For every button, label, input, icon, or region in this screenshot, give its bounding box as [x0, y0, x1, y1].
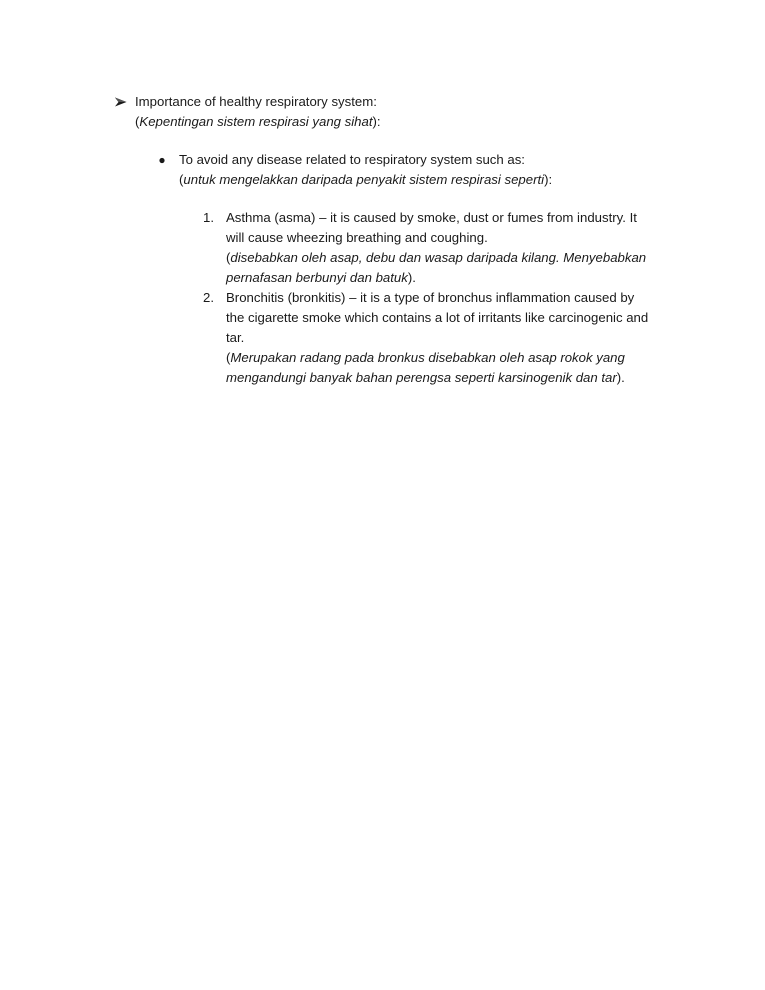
subpoint-translation: (untuk mengelakkan daripada penyakit sistem respirasi seperti): — [179, 172, 553, 187]
dot-bullet-icon — [158, 150, 168, 170]
heading-text — [135, 92, 381, 132]
disease-translation-line: (disebabkan oleh asap, debu dan wasap daripada kilang. Menyebabkan — [226, 250, 647, 265]
disease-translation-line: (Merupakan radang pada bronkus disebabkan oleh asap rokok yang — [226, 350, 625, 365]
disease-translation-line: pernafasan berbunyi dan batuk). — [226, 270, 416, 285]
list-number: 1. — [203, 210, 214, 225]
disease-text — [226, 288, 648, 388]
disease-line: Bronchitis (bronkitis) – it is a type of bronchus inflammation caused by — [226, 290, 635, 305]
heading-title: Importance of healthy respiratory system: — [135, 94, 377, 109]
disease-translation-line: mengandungi banyak bahan perengsa seperti karsinogenik dan tar). — [226, 370, 625, 385]
subpoint-title: To avoid any disease related to respiratory system such as: — [179, 152, 525, 167]
disease-line: Asthma (asma) – it is caused by smoke, dust or fumes from industry. It — [226, 210, 637, 225]
disease-line: will cause wheezing breathing and coughing. — [226, 230, 488, 245]
subpoint-text — [179, 150, 552, 190]
heading-translation: (Kepentingan sistem respirasi yang sihat): — [135, 114, 381, 129]
arrow-bullet-icon — [114, 92, 128, 112]
disease-line: tar. — [226, 330, 245, 345]
disease-line: the cigarette smoke which contains a lot of irritants like carcinogenic and — [226, 310, 649, 325]
disease-text — [226, 208, 646, 288]
list-number: 2. — [203, 290, 214, 305]
